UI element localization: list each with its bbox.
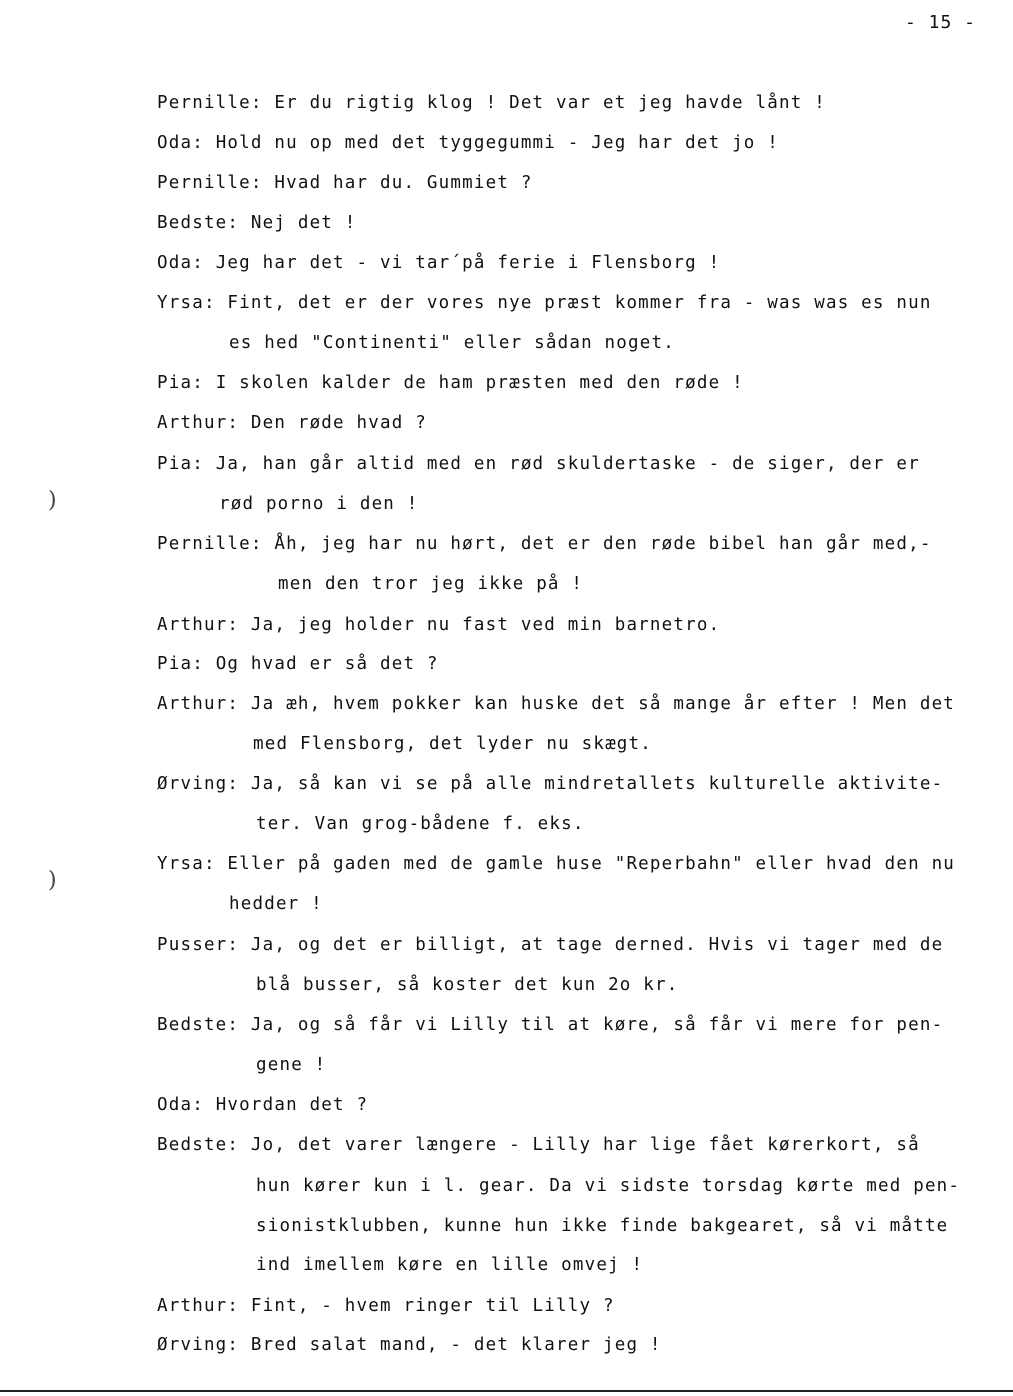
dialogue-line	[157, 252, 720, 274]
speaker-name: Oda:	[157, 253, 204, 273]
page-number: - 15 -	[905, 12, 977, 33]
dialogue-text-span: hun kører kun i l. gear. Da vi sidste torsdag kørte med pen-	[256, 1176, 961, 1196]
dialogue-line	[157, 614, 720, 636]
dialogue-line	[157, 292, 932, 314]
dialogue-line	[157, 132, 779, 154]
dialogue-line	[157, 412, 427, 434]
dialogue-text-span: Ja, så kan vi se på alle mindretallets kulturelle aktivite-	[239, 774, 944, 794]
dialogue-text-span: Den røde hvad ?	[239, 413, 427, 433]
speaker-name: Yrsa:	[157, 854, 216, 874]
dialogue-line	[157, 1334, 662, 1356]
dialogue-text-span: Hold nu op med det tyggegummi - Jeg har det jo !	[203, 133, 780, 153]
speaker-name: Pernille:	[157, 534, 263, 554]
dialogue-text-span: Og hvad er så det ?	[203, 654, 439, 674]
dialogue-text-span: med Flensborg, det lyder nu skægt.	[253, 734, 653, 754]
dialogue-line	[219, 493, 419, 515]
speaker-name: Pernille:	[157, 173, 263, 193]
dialogue-line	[157, 1134, 920, 1156]
dialogue-line	[157, 653, 439, 675]
speaker-name: Ørving:	[157, 1335, 240, 1355]
dialogue-text-span: gene !	[256, 1055, 327, 1075]
dialogue-line	[157, 172, 533, 194]
dialogue-text-span: Ja, han går altid med en rød skuldertaske - de siger, der er	[203, 454, 920, 474]
dialogue-line	[229, 332, 675, 354]
dialogue-text-span: Jeg har det - vi tar´på ferie i Flensborg !	[203, 253, 721, 273]
dialogue-line	[256, 813, 585, 835]
dialogue-line	[157, 853, 955, 875]
speaker-name: Arthur:	[157, 615, 240, 635]
dialogue-line	[256, 1175, 960, 1197]
dialogue-line	[157, 693, 955, 715]
speaker-name: Bedste:	[157, 1135, 240, 1155]
speaker-name: Ørving:	[157, 774, 240, 794]
speaker-name: Pia:	[157, 454, 204, 474]
dialogue-line	[157, 773, 943, 795]
speaker-name: Oda:	[157, 133, 204, 153]
dialogue-text-span: Jo, det varer længere - Lilly har lige fået kørerkort, så	[239, 1135, 920, 1155]
speaker-name: Pernille:	[157, 93, 263, 113]
page-bottom-edge	[0, 1390, 1013, 1392]
dialogue-line	[157, 372, 744, 394]
dialogue-line	[157, 1295, 615, 1317]
speaker-name: Yrsa:	[157, 293, 216, 313]
speaker-name: Bedste:	[157, 213, 240, 233]
speaker-name: Oda:	[157, 1095, 204, 1115]
dialogue-text-span: Fint, - hvem ringer til Lilly ?	[239, 1296, 615, 1316]
dialogue-line	[157, 934, 943, 956]
margin-mark: )	[48, 488, 57, 513]
dialogue-text-span: men den tror jeg ikke på !	[278, 574, 584, 594]
dialogue-text-span: Ja, jeg holder nu fast ved min barnetro.	[239, 615, 721, 635]
dialogue-text-span: Bred salat mand, - det klarer jeg !	[239, 1335, 662, 1355]
dialogue-text-span: Nej det !	[239, 213, 357, 233]
dialogue-text-span: rød porno i den !	[219, 494, 419, 514]
dialogue-line	[157, 212, 357, 234]
speaker-name: Arthur:	[157, 1296, 240, 1316]
dialogue-text-span: Hvad har du. Gummiet ?	[262, 173, 533, 193]
speaker-name: Pia:	[157, 654, 204, 674]
speaker-name: Arthur:	[157, 413, 240, 433]
dialogue-text-span: Fint, det er der vores nye præst kommer fra - was was es nun	[215, 293, 932, 313]
dialogue-line	[256, 974, 679, 996]
dialogue-text-span: Hvordan det ?	[203, 1095, 369, 1115]
dialogue-text-span: Ja æh, hvem pokker kan huske det så mange år efter ! Men det	[239, 694, 956, 714]
dialogue-line	[256, 1215, 948, 1237]
dialogue-line	[253, 733, 652, 755]
speaker-name: Arthur:	[157, 694, 240, 714]
dialogue-text-span: Ja, og det er billigt, at tage derned. Hvis vi tager med de	[239, 935, 944, 955]
dialogue-text-span: Ja, og så får vi Lilly til at køre, så får vi mere for pen-	[239, 1015, 944, 1035]
dialogue-text-span: Er du rigtig klog ! Det var et jeg havde lånt !	[262, 93, 826, 113]
speaker-name: Pia:	[157, 373, 204, 393]
dialogue-text-span: ind imellem køre en lille omvej !	[256, 1255, 644, 1275]
dialogue-line	[256, 1254, 643, 1276]
dialogue-text-span: Åh, jeg har nu hørt, det er den røde bibel han går med,-	[262, 534, 932, 554]
dialogue-text-span: hedder !	[229, 894, 323, 914]
dialogue-text-span: blå busser, så koster det kun 2o kr.	[256, 975, 679, 995]
margin-mark: )	[48, 868, 57, 893]
dialogue-line	[157, 453, 920, 475]
dialogue-line	[157, 1094, 368, 1116]
dialogue-text-span: Eller på gaden med de gamle huse "Reperbahn" eller hvad den nu	[215, 854, 956, 874]
speaker-name: Bedste:	[157, 1015, 240, 1035]
dialogue-text-span: es hed "Continenti" eller sådan noget.	[229, 333, 675, 353]
dialogue-line	[157, 533, 932, 555]
dialogue-line	[256, 1054, 326, 1076]
dialogue-text-span: ter. Van grog-bådene f. eks.	[256, 814, 585, 834]
dialogue-text-span: sionistklubben, kunne hun ikke finde bakgearet, så vi måtte	[256, 1216, 949, 1236]
dialogue-line	[157, 92, 826, 114]
dialogue-text-span: I skolen kalder de ham præsten med den røde !	[203, 373, 744, 393]
dialogue-line	[229, 893, 323, 915]
speaker-name: Pusser:	[157, 935, 240, 955]
dialogue-line	[278, 573, 583, 595]
dialogue-line	[157, 1014, 943, 1036]
